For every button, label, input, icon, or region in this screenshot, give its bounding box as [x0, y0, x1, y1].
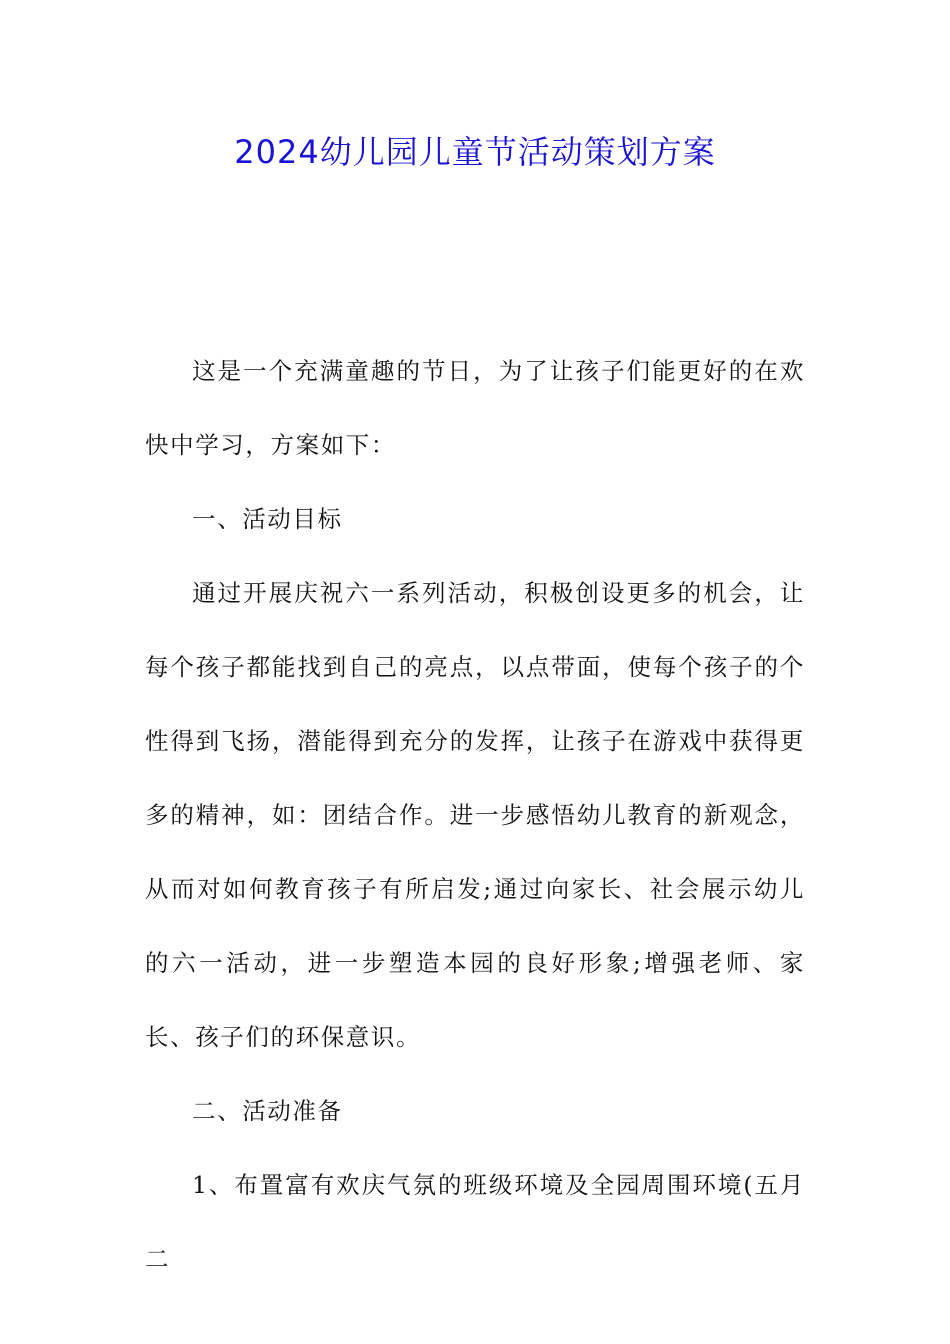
document-body — [145, 334, 805, 1296]
section-heading-preparation: 二、活动准备 — [192, 1097, 343, 1125]
intro-paragraph: 这是一个充满童趣的节日，为了让孩子们能更好的在欢快中学习，方案如下： — [145, 357, 805, 459]
preparation-item-1: 1、布置富有欢庆气氛的班级环境及全园周围环境(五月二 — [145, 1171, 805, 1273]
goals-paragraph: 通过开展庆祝六一系列活动，积极创设更多的机会，让每个孩子都能找到自己的亮点，以点带面，使每个孩子的个性得到飞扬，潜能得到充分的发挥，让孩子在游戏中获得更多的精神，如：团结合作。进一步感悟幼儿教育的新观念，从而对如何教育孩子有所启发;通过向家长、社会展示幼儿的六一活动，进一步塑造本园的良好形象;增强老师、家长、孩子们的环保意识。 — [145, 579, 805, 1051]
section-heading-goals: 一、活动目标 — [192, 505, 343, 533]
document-title: 2024幼儿园儿童节活动策划方案 — [234, 133, 716, 171]
